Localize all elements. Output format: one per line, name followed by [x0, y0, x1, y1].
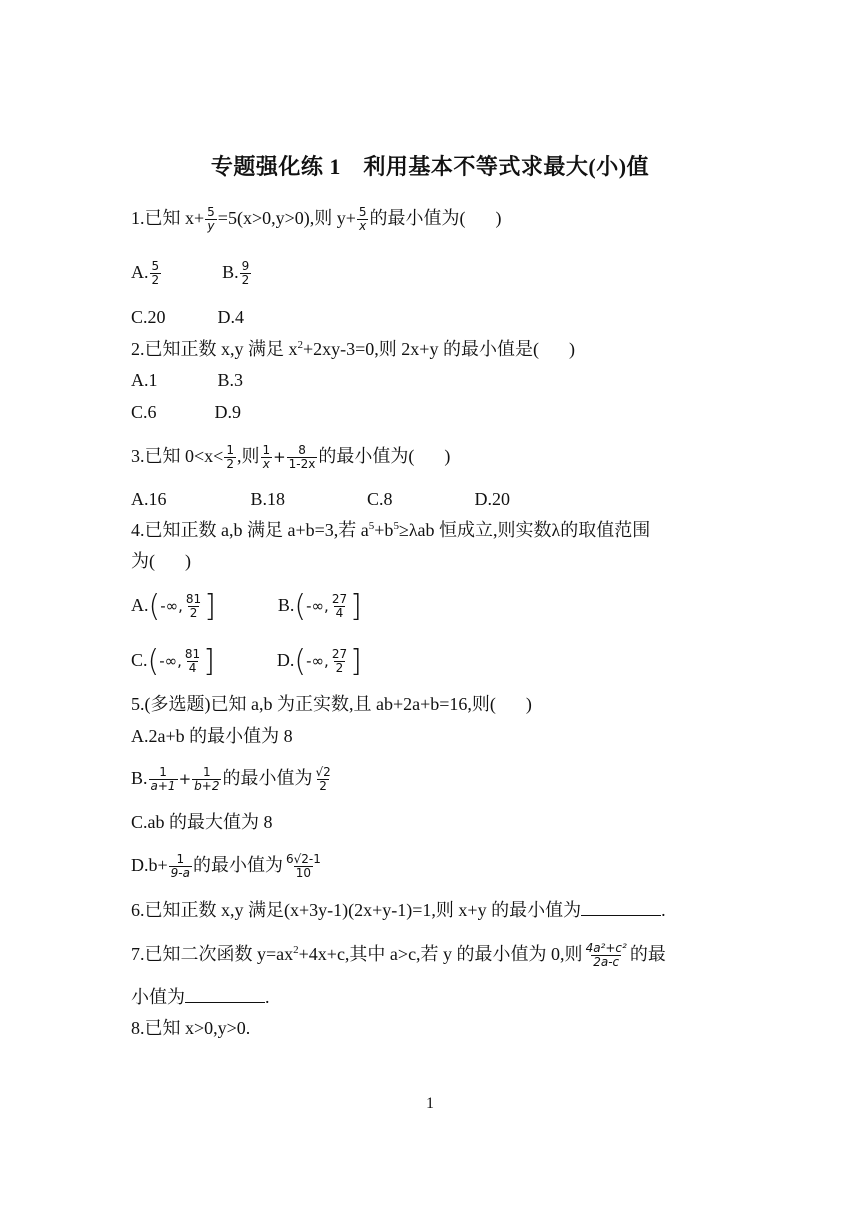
fraction: $\frac{1}{2}$: [226, 443, 234, 472]
fraction: $\frac{1}{9-a}$: [170, 852, 190, 881]
question-4-options-ab: A.(-∞, $\frac{81}{2}$ ] B.(-∞, $\frac{27}{4}$ ]: [131, 588, 362, 624]
question-1: 1.已知 x+ $\frac{5}{y}$ =5(x>0,y>0),则 y+ $\frac{5}{x}$ 的最小值为( ): [131, 205, 502, 234]
fraction: $\frac{5}{x}$: [358, 205, 367, 234]
question-7-line-2: 小值为 .: [131, 984, 270, 1009]
fraction: $\frac{5}{y}$: [207, 205, 215, 234]
question-4-line-2: 为( ): [131, 551, 191, 571]
fraction: $\frac{1}{x}$: [262, 443, 271, 472]
fraction: $\frac{5}{2}$: [151, 259, 160, 288]
fraction: $\frac{1}{a+1}$: [150, 765, 176, 794]
question-5-option-c: C.ab 的最大值为 8: [131, 812, 273, 832]
fraction: $\frac{\text{4a²+c²}}{2a-c}$: [585, 941, 627, 970]
question-2-options-ab: A.1 B.3: [131, 370, 244, 390]
page-number: 1: [426, 1095, 434, 1112]
fraction: $\frac{8}{1-2x}$: [288, 443, 316, 472]
question-3-options: A.16 B.18 C.8 D.20: [131, 489, 511, 509]
question-6: 6.已知正数 x,y 满足(x+3y-1)(2x+y-1)=1,则 x+y 的最小值为 .: [131, 897, 666, 922]
question-5-option-a: A.2a+b 的最小值为 8: [131, 726, 293, 746]
question-1-options-cd: C.20 D.4: [131, 307, 245, 327]
fraction: $\frac{6√2-1}{10}$: [285, 852, 321, 881]
fraction: $\frac{27}{4}$: [331, 592, 348, 621]
question-8: 8.已知 x>0,y>0.: [131, 1018, 251, 1038]
answer-blank: [185, 984, 265, 1003]
question-2-options-cd: C.6 D.9: [131, 402, 242, 422]
question-5-option-b: B. $\frac{1}{a+1}$ + $\frac{1}{b+2}$ 的最小值为 $\frac{√2}{2}$: [131, 765, 331, 794]
fraction: $\frac{√2}{2}$: [315, 765, 331, 794]
page-title: 专题强化练 1 利用基本不等式求最大(小)值: [210, 154, 650, 179]
fraction: $\frac{9}{2}$: [241, 259, 250, 288]
question-4: 4.已知正数 a,b 满足 a+b=3,若 $a^5+b^5\ge\lambda ab$ 恒成立,则实数λ的取值范围: [131, 520, 651, 540]
fraction: $\frac{1}{b+2}$: [194, 765, 220, 794]
question-4-options-cd: C.(-∞, $\frac{81}{4}$ ] D.(-∞, $\frac{27}{2}$ ]: [131, 643, 362, 679]
question-5: 5.(多选题)已知 a,b 为正实数,且 ab+2a+b=16,则( ): [131, 694, 532, 714]
answer-blank: [581, 897, 661, 916]
question-1-options-ab: A. $\frac{5}{2}$ B. $\frac{9}{2}$: [131, 259, 250, 288]
question-7: 7.已知二次函数 $y=ax^2+4x+c$,其中 a>c,若 y 的最小值为 0,则 $\frac{\text{4a²+c²}}{2a-c}$ 的最: [131, 941, 666, 970]
question-2: 2.已知正数 x,y 满足 $x^2+2xy-3=0$,则 2x+y 的最小值是( ): [131, 339, 575, 359]
question-5-option-d: D.b+ $\frac{1}{9-a}$ 的最小值为 $\frac{6√2-1}{10}$: [131, 852, 321, 881]
fraction: $\frac{81}{4}$: [184, 647, 201, 676]
fraction: $\frac{81}{2}$: [185, 592, 202, 621]
fraction: $\frac{27}{2}$: [331, 647, 348, 676]
question-3: 3.已知 0<x< $\frac{1}{2}$ ,则 $\frac{1}{x}$ + $\frac{8}{1-2x}$ 的最小值为( ): [131, 443, 451, 472]
